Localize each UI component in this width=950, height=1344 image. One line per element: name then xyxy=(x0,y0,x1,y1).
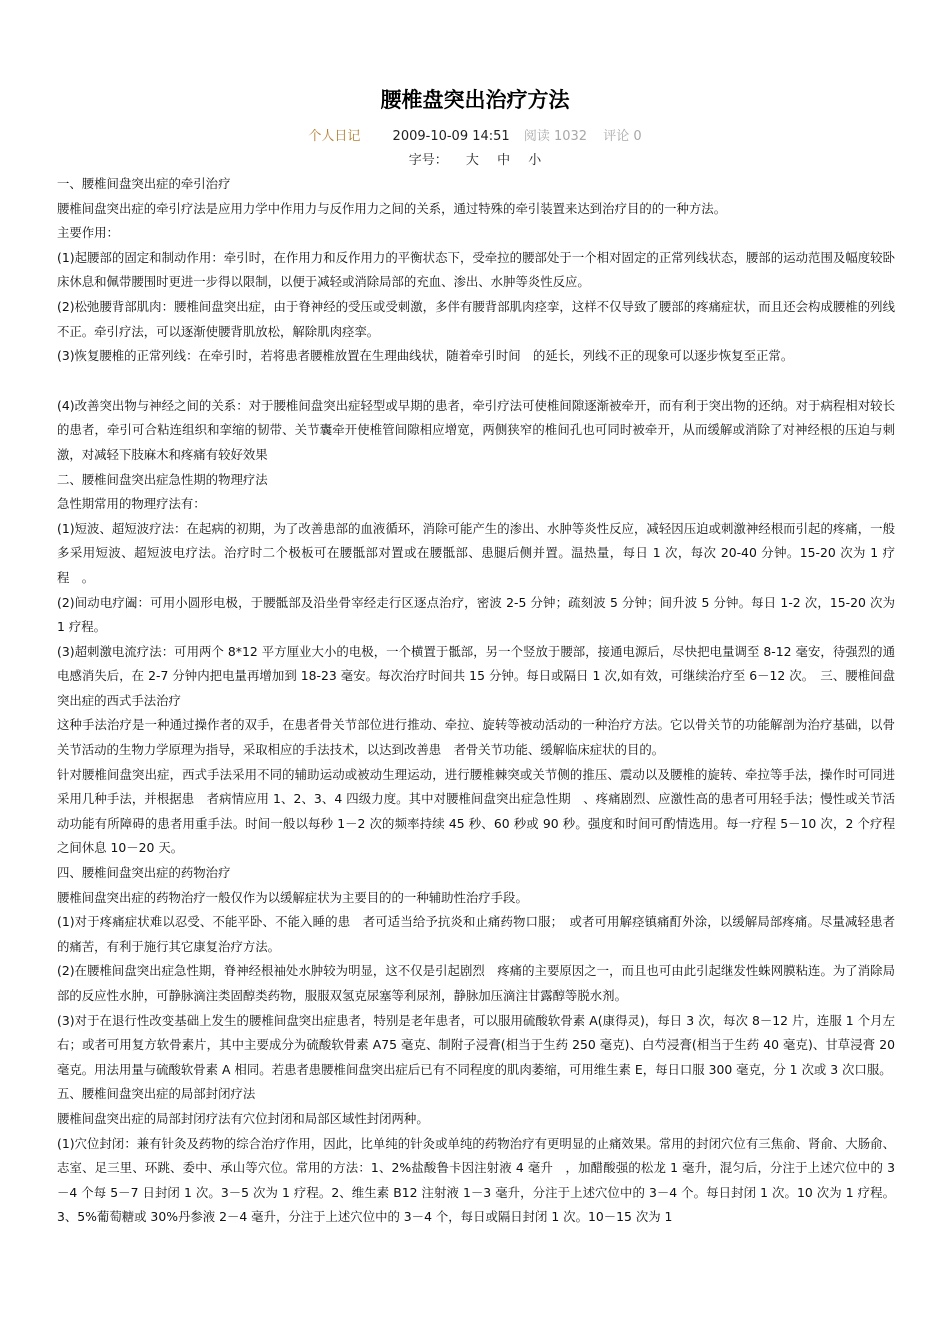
paragraph: 这种手法治疗是一种通过操作者的双手，在患者骨关节部位进行推动、牵拉、旋转等被动活动的一种治疗方法。它以骨关节的功能解剖为治疗基础，以骨关节活动的生物力学原理为指导，采取相应的手法技术，以达到改善患 者骨关节功能、缓解临床症状的目的。 xyxy=(57,717,895,758)
article-meta xyxy=(0,125,950,144)
paragraph: (3)恢复腰椎的正常列线：在牵引时，若将患者腰椎放置在生理曲线状，随着牵引时间 的延长，列线不正的现象可以逐步恢复至正常。 xyxy=(57,348,794,364)
paragraph: 腰椎间盘突出症的局部封闭疗法有穴位封闭和局部区域性封闭两种。 xyxy=(57,1110,429,1126)
paragraph: (1)穴位封闭：兼有针灸及药物的综合治疗作用，因此，比单纯的针灸或单纯的药物治疗有更明显的止痛效果。常用的封闭穴位有三焦俞、肾俞、大肠俞、志室、足三里、环跳、委中、承山等穴位。常用的方法：1、2%盐酸鲁卡因注射液 4 毫升 ，加醋酸强的松龙 1 毫升，混匀后，分注于上述穴位中的 3－4 个每 5－7 日封闭 1 次。3－5 次为 1 疗程。2、维生素 B12 注射液 1－3 毫升，分注于上述穴位中的 3－4 个。每日封闭 1 次。10 次为 1 疗程。3、5%葡萄糖或 30%丹参液 2－4 毫升，分注于上述穴位中的 3－4 个，每日或隔日封闭 1 次。10－15 次为 1 xyxy=(57,1135,895,1225)
paragraph: (3)超刺激电流疗法：可用两个 8*12 平方厘业大小的电极，一个横置于骶部，另一个竖放于腰部，接通电源后，尽快把电量调至 8-12 毫安，待强烈的通电感消失后，在 2-7 分钟内把电量再增加到 18-23 毫安。每次治疗时间共 15 分钟。每日或隔日 1 次,如有效，可继续治疗至 6－12 次。 三、腰椎间盘突出症的西式手法治疗 xyxy=(57,643,895,708)
section-heading: 二、腰椎间盘突出症急性期的物理疗法 xyxy=(57,471,268,487)
paragraph: 腰椎间盘突出症的牵引疗法是应用力学中作用力与反作用力之间的关系，通过特殊的牵引装置来达到治疗目的的一种方法。 xyxy=(57,200,727,216)
comment-count[interactable]: 评论 0 xyxy=(603,129,642,144)
paragraph: (1)对于疼痛症状难以忍受、不能平卧、不能入睡的患 者可适当给予抗炎和止痛药物口服； 或者可用解痉镇痛酊外涂，以缓解局部疼痛。尽量减轻患者的痛苦，有利于施行其它康复治疗方法。 xyxy=(57,914,895,954)
section-heading: 一、腰椎间盘突出症的牵引治疗 xyxy=(57,176,231,191)
article-body xyxy=(57,172,895,1230)
paragraph: 急性期常用的物理疗法有： xyxy=(57,496,206,512)
paragraph: (4)改善突出物与神经之间的关系：对于腰椎间盘突出症轻型或早期的患者，牵引疗法可使椎间隙逐渐被牵开，而有利于突出物的还纳。对于病程相对较长的患者，牵引可合粘连组织和挛缩的韧带、关节囊牵开使椎管间隙相应增宽，两侧狭窄的椎间孔也可同时被牵开，从而缓解或消除了对神经根的压迫与刺激，对减轻下肢麻木和疼痛有较好效果 xyxy=(57,397,895,462)
read-count: 阅读 1032 xyxy=(523,129,588,144)
font-size-large-option[interactable]: 大 xyxy=(465,153,479,168)
font-size-small-option[interactable]: 小 xyxy=(528,153,542,168)
paragraph: 主要作用： xyxy=(57,225,119,241)
paragraph: (2)松弛腰背部肌肉：腰椎间盘突出症，由于脊神经的受压或受刺激，多伴有腰背部肌肉痉挛，这样不仅导致了腰部的疼痛症状，而且还会构成腰椎的列线不正。牵引疗法，可以逐渐使腰背肌放松，解除肌肉痉挛。 xyxy=(57,298,895,339)
section-heading: 四、腰椎间盘突出症的药物治疗 xyxy=(57,865,231,881)
font-size-switcher xyxy=(0,149,950,168)
paragraph: (3)对于在退行性改变基础上发生的腰椎间盘突出症患者，特别是老年患者，可以服用硫酸软骨素 A(康得灵)，每日 3 次，每次 8－12 片，连服 1 个月左右；或者可用复方软骨素片，其中主要成分为硫酸软骨素 A75 毫克、制附子浸膏(相当于生药 250 毫克)、白芍浸膏(相当于生药 40 毫克)、甘草浸膏 20 毫克。用法用量与硫酸软骨素 A 相同。若患者患腰椎间盘突出症后已有不同程度的肌肉萎缩，可用维生素 E，每日口服 300 毫克，分 1 次或 3 次口服。 xyxy=(57,1012,895,1077)
paragraph: (2)间动电疗阖：可用小圆形电极，于腰骶部及沿坐骨宰经走行区逐点治疗，密波 2-5 分钟；疏刻波 5 分钟；间升波 5 分钟。每日 1-2 次，15-20 次为 1 疗程。 xyxy=(57,594,895,635)
article-title: 腰椎盘突出治疗方法 xyxy=(380,88,570,112)
post-datetime: 2009-10-09 14:51 xyxy=(392,129,510,144)
section-heading: 五、腰椎间盘突出症的局部封闭疗法 xyxy=(57,1086,256,1102)
paragraph: (2)在腰椎间盘突出症急性期，脊神经根袖处水肿较为明显，这不仅是引起剧烈 疼痛的主要原因之一，而且也可由此引起继发性蛛网膜粘连。为了消除局部的反应性水肿，可静脉滴注类固醇类药物，服服双氢克尿塞等利尿剂，静脉加压滴注甘露醇等脱水剂。 xyxy=(57,963,895,1003)
paragraph: 针对腰椎间盘突出症，西式手法采用不同的辅助运动或被动生理运动，进行腰椎棘突或关节侧的推压、震动以及腰椎的旋转、牵拉等手法，操作时可同进采用几种手法，并根据患 者病情应用 1、2、3、4 四级力度。其中对腰椎间盘突出症急性期 、疼痛剧烈、应激性高的患者可用轻手法；慢性或关节活动功能有所障碍的患者用重手法。时间一般以每秒 1－2 次的频率持续 45 秒、60 秒或 90 秒。强度和时间可酌情选用。每一疗程 5－10 次，2 个疗程之间休息 10－20 天。 xyxy=(57,766,895,856)
font-size-medium-option[interactable]: 中 xyxy=(497,153,511,168)
category-link[interactable]: 个人日记 xyxy=(308,129,361,144)
paragraph: 腰椎间盘突出症的药物治疗一般仅作为以缓解症状为主要目的的一种辅助性治疗手段。 xyxy=(57,889,528,905)
paragraph: (1)短波、超短波疗法：在起病的初期，为了改善患部的血液循环，消除可能产生的渗出、水肿等炎性反应，减轻因压迫或刺激神经根而引起的疼痛，一般多采用短波、超短波电疗法。治疗时二个极板可在腰骶部对置或在腰骶部、患腿后侧并置。温热量，每日 1 次，每次 20-40 分钟。15-20 次为 1 疗程 。 xyxy=(57,520,895,585)
font-size-label: 字号： xyxy=(408,153,448,168)
paragraph: (1)起腰部的固定和制动作用：牵引时，在作用力和反作用力的平衡状态下，受牵拉的腰部处于一个相对固定的正常列线状态，腰部的运动范围及幅度较卧床休息和佩带腰围时更进一步得以限制，以便于减轻或消除局部的充血、渗出、水肿等炎性反应。 xyxy=(57,249,895,290)
